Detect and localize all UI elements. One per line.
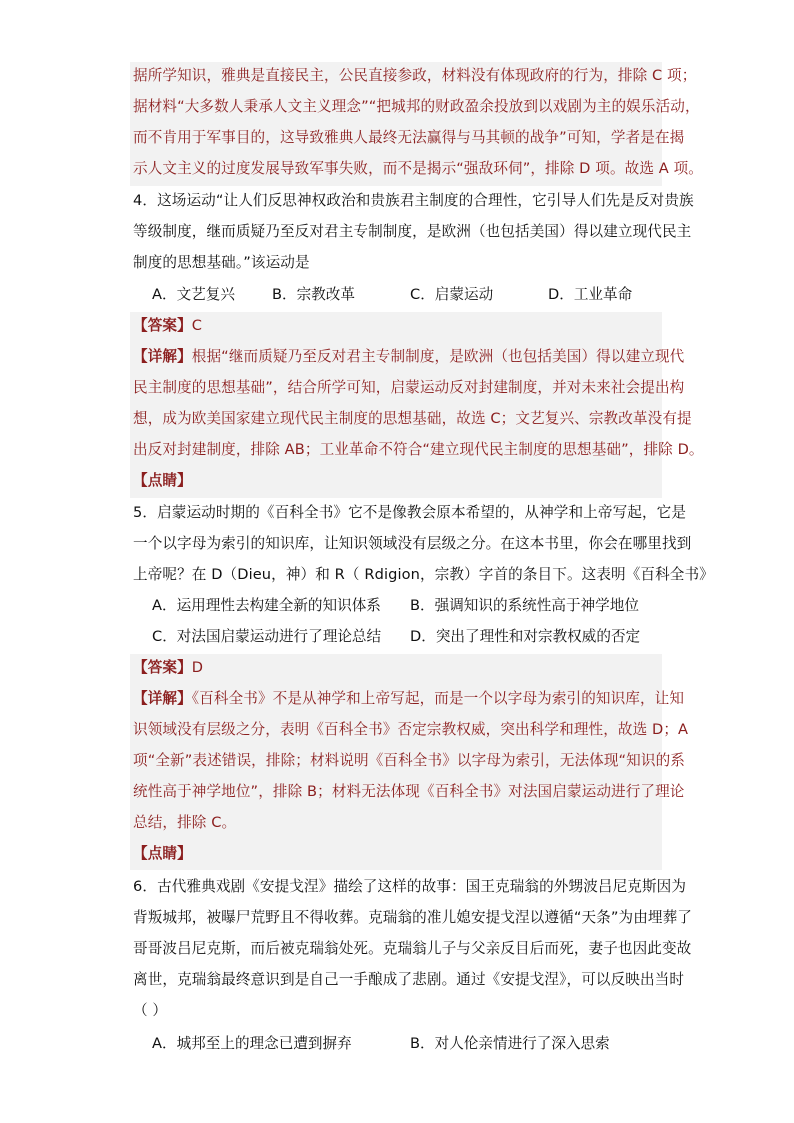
- q6-stem-line: （ ）: [133, 1002, 168, 1019]
- q4-option-b: B．宗教改革: [272, 286, 355, 303]
- q5-option-b: B．强调知识的系统性高于神学地位: [410, 597, 639, 614]
- prev-detail-line: 示人文主义的过度发展导致军事失败，而不是揭示“强敌环伺”，排除 D 项。故选 A 项。: [133, 160, 703, 177]
- q5-detail-line: 总结，排除 C。: [133, 814, 237, 831]
- prev-detail-line: 据材料“大多数人秉承人文主义理念”“把城邦的财政盈余投放到以戏剧为主的娱乐活动，: [133, 98, 700, 115]
- prev-detail-line: 据所学知识，雅典是直接民主，公民直接参政，材料没有体现政府的行为，排除 C 项；: [133, 67, 697, 84]
- q5-stem-line: 上帝呢？在 D（Dieu，神）和 R（ Rdigion，宗教）字首的条目下。这表明《百科全书》: [133, 566, 714, 583]
- q5-detail-line: 识领域没有层级之分，表明《百科全书》否定宗教权威，突出科学和理性，故选 D；A: [133, 721, 689, 738]
- q4-option-a: A．文艺复兴: [152, 286, 235, 303]
- q5-answer: [133, 658, 665, 678]
- prev-detail-line: 而不肯用于军事目的，这导致雅典人最终无法赢得与马其顿的战争”可知，学者是在揭: [133, 129, 685, 146]
- q4-option-d: D．工业革命: [548, 286, 633, 303]
- q4-stem-line: 等级制度，继而质疑乃至反对君主专制制度，是欧洲（也包括美国）得以建立现代民主: [133, 223, 692, 240]
- q4-detail-line: 民主制度的思想基础”，结合所学可知，启蒙运动反对封建制度，并对未来社会提出构: [133, 379, 685, 396]
- q5-option-d: D．突出了理性和对宗教权威的否定: [410, 628, 641, 645]
- q4-dianjing: [133, 471, 665, 491]
- q6-stem-line: 6．古代雅典戏剧《安提戈涅》描绘了这样的故事：国王克瑞翁的外甥波吕尼克斯因为: [133, 878, 687, 895]
- q5-option-a: A．运用理性去构建全新的知识体系: [152, 597, 381, 614]
- answer-value: C: [191, 317, 203, 334]
- q4-stem-line: 4．这场运动“让人们反思神权政治和贵族君主制度的合理性，它引导人们先是反对贵族: [133, 192, 694, 209]
- answer-tag: 【答案】: [133, 659, 192, 676]
- q4-option-c: C．启蒙运动: [410, 286, 494, 303]
- detail-tag: 【详解】: [133, 348, 192, 365]
- q6-stem-line: 背叛城邦，被曝尸荒野且不得收葬。克瑞翁的准儿媳安提戈涅以遵循“天条”为由埋葬了: [133, 909, 692, 926]
- detail-tag: 【详解】: [133, 690, 192, 707]
- q6-option-b: B．对人伦亲情进行了深入思索: [410, 1035, 610, 1052]
- answer-value: D: [191, 659, 204, 676]
- q6-option-a: A．城邦至上的理念已遭到摒弃: [152, 1035, 352, 1052]
- q4-answer: [133, 316, 665, 336]
- q5-detail: [133, 689, 685, 709]
- q5-detail-line: 统性高于神学地位”，排除 B；材料无法体现《百科全书》对法国启蒙运动进行了理论: [133, 783, 685, 800]
- q5-stem-line: 5．启蒙运动时期的《百科全书》它不是像教会原本希望的，从神学和上帝写起，它是: [133, 504, 687, 521]
- dianjing-tag: 【点睛】: [133, 472, 192, 489]
- q4-detail-line: 想，成为欧美国家建立现代民主制度的思想基础，故选 C；文艺复兴、宗教改革没有提: [133, 410, 692, 427]
- q6-stem-line: 哥哥波吕尼克斯，而后被克瑞翁处死。克瑞翁儿子与父亲反目后而死，妻子也因此变故: [133, 940, 692, 957]
- dianjing-tag: 【点睛】: [133, 845, 192, 862]
- q4-detail-line: 出反对封建制度，排除 AB；工业革命不符合“建立现代民主制度的思想基础”，排除 D。: [133, 441, 704, 458]
- q5-stem-line: 一个以字母为索引的知识库，让知识领域没有层级之分。在这本书里，你会在哪里找到: [133, 535, 692, 552]
- q5-detail-line: 项“全新”表述错误，排除；材料说明《百科全书》以字母为索引，无法体现“知识的系: [133, 752, 685, 769]
- q5-dianjing: [133, 844, 665, 864]
- q4-stem-line: 制度的思想基础。”该运动是: [133, 254, 310, 271]
- answer-tag: 【答案】: [133, 317, 192, 334]
- q4-detail: [133, 347, 685, 367]
- detail-text: 《百科全书》不是从神学和上帝写起，而是一个以字母为索引的知识库，让知: [191, 690, 685, 707]
- q6-stem-line: 离世，克瑞翁最终意识到是自己一手酿成了悲剧。通过《安提戈涅》，可以反映出当时: [133, 971, 685, 988]
- q5-option-c: C．对法国启蒙运动进行了理论总结: [152, 628, 382, 645]
- detail-text: 根据“继而质疑乃至反对君主专制制度，是欧洲（也包括美国）得以建立现代: [191, 348, 685, 365]
